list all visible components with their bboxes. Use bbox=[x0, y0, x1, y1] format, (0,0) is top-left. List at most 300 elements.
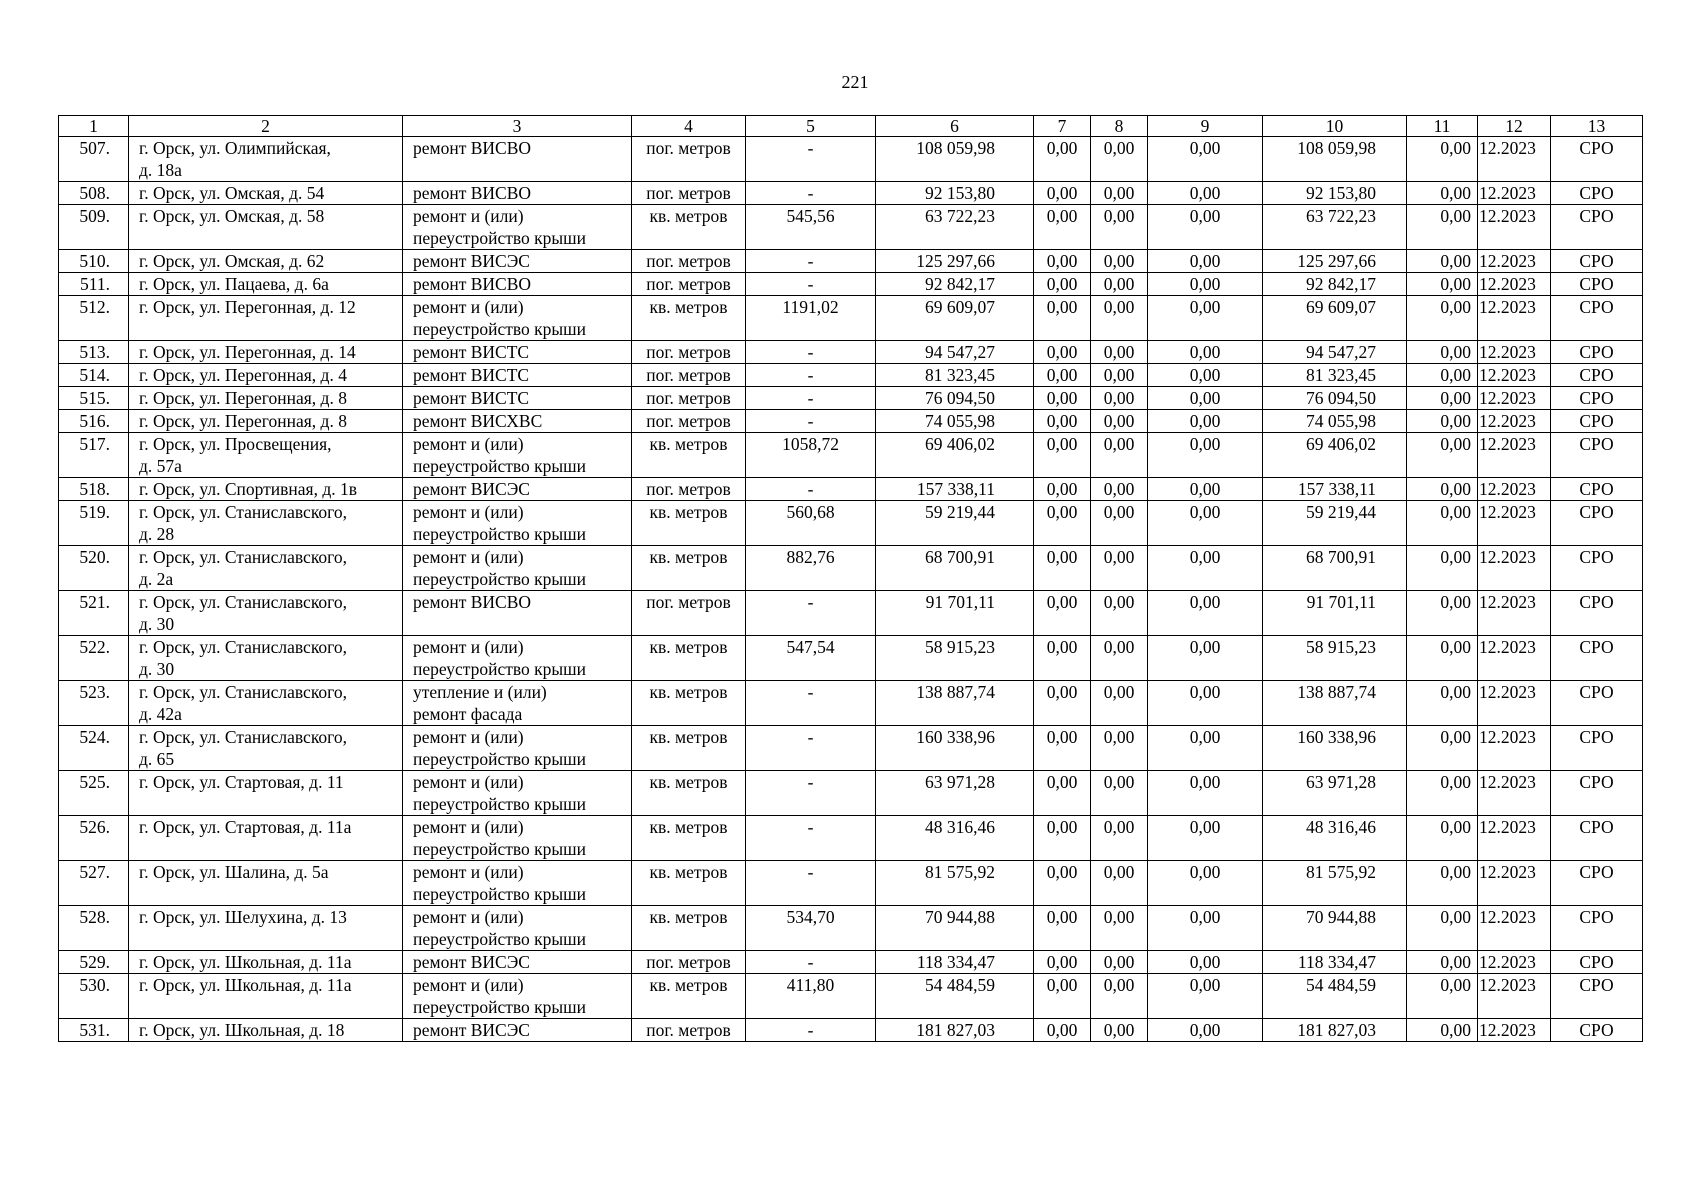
table-row bbox=[59, 501, 1643, 546]
table-row bbox=[59, 205, 1643, 250]
cost-col9-cell: 0,00 bbox=[1148, 410, 1263, 433]
total-cost-cell: 48 316,46 bbox=[876, 816, 1034, 861]
unit-cell: пог. метров bbox=[632, 250, 746, 273]
row-number-cell: 514. bbox=[59, 364, 129, 387]
funding-method-cell: СРО bbox=[1551, 636, 1643, 681]
cost-col10-cell: 92 842,17 bbox=[1263, 273, 1407, 296]
unit-cell: пог. метров bbox=[632, 364, 746, 387]
total-cost-cell: 81 575,92 bbox=[876, 861, 1034, 906]
work-type-line: переустройство крыши bbox=[413, 749, 586, 769]
row-number-cell: 513. bbox=[59, 341, 129, 364]
column-header: 9 bbox=[1148, 116, 1263, 137]
address-cell bbox=[129, 546, 403, 591]
column-header: 2 bbox=[129, 116, 403, 137]
cost-col9-cell: 0,00 bbox=[1148, 974, 1263, 1019]
work-type-cell bbox=[403, 681, 632, 726]
cost-col11-cell: 0,00 bbox=[1407, 636, 1478, 681]
address-cell bbox=[129, 410, 403, 433]
total-cost-cell: 70 944,88 bbox=[876, 906, 1034, 951]
cost-col7-cell: 0,00 bbox=[1034, 501, 1091, 546]
cost-col10-cell: 81 323,45 bbox=[1263, 364, 1407, 387]
deadline-cell: 12.2023 bbox=[1478, 501, 1551, 546]
cost-col8-cell: 0,00 bbox=[1091, 816, 1148, 861]
work-type-cell bbox=[403, 1019, 632, 1042]
volume-cell: - bbox=[746, 816, 876, 861]
work-type-line: ремонт ВИСВО bbox=[413, 183, 532, 203]
work-type-cell bbox=[403, 591, 632, 636]
unit-cell: кв. метров bbox=[632, 546, 746, 591]
row-number-cell: 517. bbox=[59, 433, 129, 478]
table-row bbox=[59, 250, 1643, 273]
cost-col9-cell: 0,00 bbox=[1148, 250, 1263, 273]
cost-col11-cell: 0,00 bbox=[1407, 501, 1478, 546]
work-type-line: переустройство крыши bbox=[413, 319, 586, 339]
address-line: г. Орск, ул. Спортивная, д. 1в bbox=[139, 479, 358, 499]
row-number-cell: 527. bbox=[59, 861, 129, 906]
volume-cell: - bbox=[746, 951, 876, 974]
cost-col7-cell: 0,00 bbox=[1034, 433, 1091, 478]
work-type-line: ремонт и (или) bbox=[413, 297, 524, 317]
funding-method-cell: СРО bbox=[1551, 273, 1643, 296]
work-type-cell bbox=[403, 341, 632, 364]
address-cell bbox=[129, 771, 403, 816]
table-row bbox=[59, 906, 1643, 951]
unit-cell: пог. метров bbox=[632, 951, 746, 974]
address-cell bbox=[129, 137, 403, 182]
cost-col10-cell: 91 701,11 bbox=[1263, 591, 1407, 636]
address-line: д. 30 bbox=[139, 614, 175, 634]
cost-col8-cell: 0,00 bbox=[1091, 273, 1148, 296]
page-number: 221 bbox=[841, 72, 869, 92]
cost-col9-cell: 0,00 bbox=[1148, 951, 1263, 974]
cost-col11-cell: 0,00 bbox=[1407, 250, 1478, 273]
address-line: г. Орск, ул. Омская, д. 62 bbox=[139, 251, 325, 271]
cost-col8-cell: 0,00 bbox=[1091, 341, 1148, 364]
cost-col9-cell: 0,00 bbox=[1148, 546, 1263, 591]
work-type-cell bbox=[403, 296, 632, 341]
address-line: г. Орск, ул. Омская, д. 58 bbox=[139, 206, 325, 226]
table-row bbox=[59, 433, 1643, 478]
total-cost-cell: 108 059,98 bbox=[876, 137, 1034, 182]
table-row bbox=[59, 546, 1643, 591]
cost-col8-cell: 0,00 bbox=[1091, 681, 1148, 726]
cost-col7-cell: 0,00 bbox=[1034, 974, 1091, 1019]
address-line: г. Орск, ул. Школьная, д. 18 bbox=[139, 1020, 345, 1040]
deadline-cell: 12.2023 bbox=[1478, 726, 1551, 771]
work-type-line: ремонт ВИСТС bbox=[413, 388, 530, 408]
cost-col8-cell: 0,00 bbox=[1091, 410, 1148, 433]
volume-cell: 882,76 bbox=[746, 546, 876, 591]
row-number-cell: 518. bbox=[59, 478, 129, 501]
address-cell bbox=[129, 816, 403, 861]
volume-cell: - bbox=[746, 341, 876, 364]
work-type-line: ремонт ВИСВО bbox=[413, 592, 532, 612]
deadline-cell: 12.2023 bbox=[1478, 951, 1551, 974]
cost-col9-cell: 0,00 bbox=[1148, 433, 1263, 478]
unit-cell: пог. метров bbox=[632, 387, 746, 410]
address-line: г. Орск, ул. Пацаева, д. 6а bbox=[139, 274, 329, 294]
column-header: 6 bbox=[876, 116, 1034, 137]
address-cell bbox=[129, 205, 403, 250]
unit-cell: кв. метров bbox=[632, 771, 746, 816]
address-cell bbox=[129, 1019, 403, 1042]
cost-col8-cell: 0,00 bbox=[1091, 726, 1148, 771]
total-cost-cell: 94 547,27 bbox=[876, 341, 1034, 364]
total-cost-cell: 160 338,96 bbox=[876, 726, 1034, 771]
work-type-cell bbox=[403, 636, 632, 681]
deadline-cell: 12.2023 bbox=[1478, 1019, 1551, 1042]
cost-col10-cell: 70 944,88 bbox=[1263, 906, 1407, 951]
table-row bbox=[59, 273, 1643, 296]
deadline-cell: 12.2023 bbox=[1478, 816, 1551, 861]
cost-col9-cell: 0,00 bbox=[1148, 501, 1263, 546]
row-number-cell: 507. bbox=[59, 137, 129, 182]
unit-cell: пог. метров bbox=[632, 1019, 746, 1042]
volume-cell: - bbox=[746, 771, 876, 816]
work-type-cell bbox=[403, 137, 632, 182]
table-row bbox=[59, 951, 1643, 974]
cost-col7-cell: 0,00 bbox=[1034, 726, 1091, 771]
cost-col7-cell: 0,00 bbox=[1034, 591, 1091, 636]
address-cell bbox=[129, 341, 403, 364]
address-line: г. Орск, ул. Перегонная, д. 12 bbox=[139, 297, 356, 317]
cost-col7-cell: 0,00 bbox=[1034, 546, 1091, 591]
address-line: д. 65 bbox=[139, 749, 175, 769]
row-number-cell: 530. bbox=[59, 974, 129, 1019]
work-type-line: ремонт и (или) bbox=[413, 206, 524, 226]
funding-method-cell: СРО bbox=[1551, 137, 1643, 182]
work-type-line: ремонт ВИСВО bbox=[413, 274, 532, 294]
cost-col11-cell: 0,00 bbox=[1407, 410, 1478, 433]
address-cell bbox=[129, 250, 403, 273]
total-cost-cell: 181 827,03 bbox=[876, 1019, 1034, 1042]
work-type-cell bbox=[403, 906, 632, 951]
cost-col7-cell: 0,00 bbox=[1034, 771, 1091, 816]
cost-col8-cell: 0,00 bbox=[1091, 546, 1148, 591]
address-cell bbox=[129, 861, 403, 906]
table-row bbox=[59, 137, 1643, 182]
cost-col10-cell: 157 338,11 bbox=[1263, 478, 1407, 501]
cost-col7-cell: 0,00 bbox=[1034, 205, 1091, 250]
cost-col11-cell: 0,00 bbox=[1407, 341, 1478, 364]
total-cost-cell: 76 094,50 bbox=[876, 387, 1034, 410]
unit-cell: кв. метров bbox=[632, 974, 746, 1019]
funding-method-cell: СРО bbox=[1551, 433, 1643, 478]
cost-col11-cell: 0,00 bbox=[1407, 726, 1478, 771]
address-line: г. Орск, ул. Просвещения, bbox=[139, 434, 332, 454]
cost-col9-cell: 0,00 bbox=[1148, 137, 1263, 182]
total-cost-cell: 92 842,17 bbox=[876, 273, 1034, 296]
cost-col7-cell: 0,00 bbox=[1034, 681, 1091, 726]
cost-col9-cell: 0,00 bbox=[1148, 726, 1263, 771]
cost-col7-cell: 0,00 bbox=[1034, 182, 1091, 205]
row-number-cell: 526. bbox=[59, 816, 129, 861]
row-number-cell: 516. bbox=[59, 410, 129, 433]
cost-col9-cell: 0,00 bbox=[1148, 296, 1263, 341]
address-line: г. Орск, ул. Шалина, д. 5а bbox=[139, 862, 329, 882]
address-line: г. Орск, ул. Шелухина, д. 13 bbox=[139, 907, 347, 927]
deadline-cell: 12.2023 bbox=[1478, 296, 1551, 341]
table-row bbox=[59, 341, 1643, 364]
cost-col9-cell: 0,00 bbox=[1148, 182, 1263, 205]
address-line: г. Орск, ул. Олимпийская, bbox=[139, 138, 331, 158]
cost-col8-cell: 0,00 bbox=[1091, 137, 1148, 182]
work-type-cell bbox=[403, 478, 632, 501]
deadline-cell: 12.2023 bbox=[1478, 410, 1551, 433]
volume-cell: - bbox=[746, 591, 876, 636]
work-type-line: переустройство крыши bbox=[413, 839, 586, 859]
cost-col10-cell: 63 971,28 bbox=[1263, 771, 1407, 816]
deadline-cell: 12.2023 bbox=[1478, 273, 1551, 296]
cost-col7-cell: 0,00 bbox=[1034, 906, 1091, 951]
cost-col7-cell: 0,00 bbox=[1034, 861, 1091, 906]
cost-col8-cell: 0,00 bbox=[1091, 771, 1148, 816]
cost-col7-cell: 0,00 bbox=[1034, 951, 1091, 974]
row-number-cell: 508. bbox=[59, 182, 129, 205]
funding-method-cell: СРО bbox=[1551, 974, 1643, 1019]
volume-cell: - bbox=[746, 726, 876, 771]
cost-col11-cell: 0,00 bbox=[1407, 182, 1478, 205]
cost-col11-cell: 0,00 bbox=[1407, 478, 1478, 501]
total-cost-cell: 74 055,98 bbox=[876, 410, 1034, 433]
work-type-cell bbox=[403, 433, 632, 478]
volume-cell: - bbox=[746, 861, 876, 906]
address-line: г. Орск, ул. Школьная, д. 11а bbox=[139, 952, 352, 972]
table-row bbox=[59, 974, 1643, 1019]
cost-col10-cell: 92 153,80 bbox=[1263, 182, 1407, 205]
deadline-cell: 12.2023 bbox=[1478, 137, 1551, 182]
row-number-cell: 511. bbox=[59, 273, 129, 296]
funding-method-cell: СРО bbox=[1551, 364, 1643, 387]
cost-col11-cell: 0,00 bbox=[1407, 1019, 1478, 1042]
header-row bbox=[59, 116, 1643, 137]
work-type-cell bbox=[403, 501, 632, 546]
volume-cell: - bbox=[746, 410, 876, 433]
deadline-cell: 12.2023 bbox=[1478, 974, 1551, 1019]
deadline-cell: 12.2023 bbox=[1478, 546, 1551, 591]
work-type-cell bbox=[403, 387, 632, 410]
deadline-cell: 12.2023 bbox=[1478, 433, 1551, 478]
deadline-cell: 12.2023 bbox=[1478, 205, 1551, 250]
volume-cell: - bbox=[746, 364, 876, 387]
volume-cell: 1058,72 bbox=[746, 433, 876, 478]
deadline-cell: 12.2023 bbox=[1478, 771, 1551, 816]
cost-col11-cell: 0,00 bbox=[1407, 137, 1478, 182]
address-line: г. Орск, ул. Стартовая, д. 11 bbox=[139, 772, 344, 792]
address-cell bbox=[129, 433, 403, 478]
table-row bbox=[59, 364, 1643, 387]
work-type-line: переустройство крыши bbox=[413, 569, 586, 589]
unit-cell: кв. метров bbox=[632, 205, 746, 250]
address-cell bbox=[129, 681, 403, 726]
work-type-line: ремонт ВИСЭС bbox=[413, 1020, 530, 1040]
work-type-cell bbox=[403, 974, 632, 1019]
total-cost-cell: 157 338,11 bbox=[876, 478, 1034, 501]
cost-col8-cell: 0,00 bbox=[1091, 951, 1148, 974]
cost-col7-cell: 0,00 bbox=[1034, 410, 1091, 433]
column-header: 1 bbox=[59, 116, 129, 137]
work-type-cell bbox=[403, 861, 632, 906]
deadline-cell: 12.2023 bbox=[1478, 591, 1551, 636]
total-cost-cell: 63 971,28 bbox=[876, 771, 1034, 816]
total-cost-cell: 91 701,11 bbox=[876, 591, 1034, 636]
address-cell bbox=[129, 501, 403, 546]
address-cell bbox=[129, 906, 403, 951]
cost-col9-cell: 0,00 bbox=[1148, 364, 1263, 387]
funding-method-cell: СРО bbox=[1551, 546, 1643, 591]
volume-cell: 534,70 bbox=[746, 906, 876, 951]
cost-col11-cell: 0,00 bbox=[1407, 861, 1478, 906]
cost-col7-cell: 0,00 bbox=[1034, 478, 1091, 501]
cost-col8-cell: 0,00 bbox=[1091, 478, 1148, 501]
work-type-line: переустройство крыши bbox=[413, 997, 586, 1017]
deadline-cell: 12.2023 bbox=[1478, 387, 1551, 410]
work-type-line: переустройство крыши bbox=[413, 884, 586, 904]
volume-cell: - bbox=[746, 182, 876, 205]
cost-col11-cell: 0,00 bbox=[1407, 205, 1478, 250]
address-cell bbox=[129, 387, 403, 410]
address-line: г. Орск, ул. Стартовая, д. 11а bbox=[139, 817, 352, 837]
cost-col8-cell: 0,00 bbox=[1091, 364, 1148, 387]
funding-method-cell: СРО bbox=[1551, 387, 1643, 410]
cost-col8-cell: 0,00 bbox=[1091, 250, 1148, 273]
cost-col11-cell: 0,00 bbox=[1407, 591, 1478, 636]
row-number-cell: 521. bbox=[59, 591, 129, 636]
total-cost-cell: 118 334,47 bbox=[876, 951, 1034, 974]
address-line: д. 42а bbox=[139, 704, 182, 724]
cost-col10-cell: 138 887,74 bbox=[1263, 681, 1407, 726]
row-number-cell: 522. bbox=[59, 636, 129, 681]
work-type-cell bbox=[403, 273, 632, 296]
cost-col10-cell: 81 575,92 bbox=[1263, 861, 1407, 906]
column-header: 11 bbox=[1407, 116, 1478, 137]
deadline-cell: 12.2023 bbox=[1478, 182, 1551, 205]
unit-cell: пог. метров bbox=[632, 341, 746, 364]
cost-col11-cell: 0,00 bbox=[1407, 906, 1478, 951]
table-row bbox=[59, 387, 1643, 410]
unit-cell: пог. метров bbox=[632, 591, 746, 636]
funding-method-cell: СРО bbox=[1551, 182, 1643, 205]
work-type-line: переустройство крыши bbox=[413, 228, 586, 248]
table-row bbox=[59, 771, 1643, 816]
address-line: г. Орск, ул. Станиславского, bbox=[139, 682, 348, 702]
work-type-cell bbox=[403, 771, 632, 816]
cost-col11-cell: 0,00 bbox=[1407, 974, 1478, 1019]
funding-method-cell: СРО bbox=[1551, 771, 1643, 816]
cost-col10-cell: 69 609,07 bbox=[1263, 296, 1407, 341]
column-header: 13 bbox=[1551, 116, 1643, 137]
cost-col10-cell: 76 094,50 bbox=[1263, 387, 1407, 410]
funding-method-cell: СРО bbox=[1551, 410, 1643, 433]
cost-col10-cell: 118 334,47 bbox=[1263, 951, 1407, 974]
unit-cell: пог. метров bbox=[632, 137, 746, 182]
funding-method-cell: СРО bbox=[1551, 250, 1643, 273]
table-row bbox=[59, 861, 1643, 906]
total-cost-cell: 138 887,74 bbox=[876, 681, 1034, 726]
work-type-line: утепление и (или) bbox=[413, 682, 547, 702]
cost-col7-cell: 0,00 bbox=[1034, 1019, 1091, 1042]
address-cell bbox=[129, 478, 403, 501]
volume-cell: - bbox=[746, 478, 876, 501]
volume-cell: 560,68 bbox=[746, 501, 876, 546]
column-header: 12 bbox=[1478, 116, 1551, 137]
unit-cell: кв. метров bbox=[632, 861, 746, 906]
unit-cell: кв. метров bbox=[632, 681, 746, 726]
cost-col11-cell: 0,00 bbox=[1407, 433, 1478, 478]
cost-col11-cell: 0,00 bbox=[1407, 296, 1478, 341]
volume-cell: 411,80 bbox=[746, 974, 876, 1019]
cost-col8-cell: 0,00 bbox=[1091, 591, 1148, 636]
address-cell bbox=[129, 273, 403, 296]
cost-col7-cell: 0,00 bbox=[1034, 250, 1091, 273]
work-type-cell bbox=[403, 816, 632, 861]
column-header: 8 bbox=[1091, 116, 1148, 137]
table-row bbox=[59, 726, 1643, 771]
funding-method-cell: СРО bbox=[1551, 861, 1643, 906]
address-line: г. Орск, ул. Перегонная, д. 8 bbox=[139, 388, 347, 408]
address-line: г. Орск, ул. Перегонная, д. 8 bbox=[139, 411, 347, 431]
table-row bbox=[59, 1019, 1643, 1042]
work-type-line: ремонт и (или) bbox=[413, 637, 524, 657]
table-body bbox=[59, 116, 1643, 1042]
deadline-cell: 12.2023 bbox=[1478, 341, 1551, 364]
cost-col8-cell: 0,00 bbox=[1091, 906, 1148, 951]
volume-cell: - bbox=[746, 1019, 876, 1042]
cost-col9-cell: 0,00 bbox=[1148, 636, 1263, 681]
cost-col9-cell: 0,00 bbox=[1148, 681, 1263, 726]
cost-col9-cell: 0,00 bbox=[1148, 341, 1263, 364]
row-number-cell: 512. bbox=[59, 296, 129, 341]
funding-method-cell: СРО bbox=[1551, 501, 1643, 546]
cost-col10-cell: 69 406,02 bbox=[1263, 433, 1407, 478]
cost-col7-cell: 0,00 bbox=[1034, 816, 1091, 861]
row-number-cell: 509. bbox=[59, 205, 129, 250]
table-row bbox=[59, 681, 1643, 726]
work-type-line: ремонт и (или) bbox=[413, 907, 524, 927]
cost-col8-cell: 0,00 bbox=[1091, 296, 1148, 341]
volume-cell: - bbox=[746, 681, 876, 726]
row-number-cell: 525. bbox=[59, 771, 129, 816]
row-number-cell: 519. bbox=[59, 501, 129, 546]
work-type-line: ремонт ВИСВО bbox=[413, 138, 532, 158]
address-line: г. Орск, ул. Перегонная, д. 4 bbox=[139, 365, 347, 385]
row-number-cell: 523. bbox=[59, 681, 129, 726]
cost-col7-cell: 0,00 bbox=[1034, 364, 1091, 387]
address-line: д. 2а bbox=[139, 569, 174, 589]
work-type-cell bbox=[403, 951, 632, 974]
column-header: 3 bbox=[403, 116, 632, 137]
cost-col8-cell: 0,00 bbox=[1091, 1019, 1148, 1042]
volume-cell: 545,56 bbox=[746, 205, 876, 250]
column-header: 7 bbox=[1034, 116, 1091, 137]
deadline-cell: 12.2023 bbox=[1478, 906, 1551, 951]
table-row bbox=[59, 478, 1643, 501]
address-cell bbox=[129, 726, 403, 771]
total-cost-cell: 68 700,91 bbox=[876, 546, 1034, 591]
table-row bbox=[59, 636, 1643, 681]
cost-col9-cell: 0,00 bbox=[1148, 861, 1263, 906]
unit-cell: кв. метров bbox=[632, 296, 746, 341]
address-line: г. Орск, ул. Станиславского, bbox=[139, 727, 348, 747]
deadline-cell: 12.2023 bbox=[1478, 250, 1551, 273]
work-type-line: ремонт и (или) bbox=[413, 772, 524, 792]
funding-method-cell: СРО bbox=[1551, 726, 1643, 771]
work-type-line: ремонт и (или) bbox=[413, 547, 524, 567]
unit-cell: кв. метров bbox=[632, 906, 746, 951]
total-cost-cell: 125 297,66 bbox=[876, 250, 1034, 273]
cost-col8-cell: 0,00 bbox=[1091, 861, 1148, 906]
cost-col9-cell: 0,00 bbox=[1148, 771, 1263, 816]
